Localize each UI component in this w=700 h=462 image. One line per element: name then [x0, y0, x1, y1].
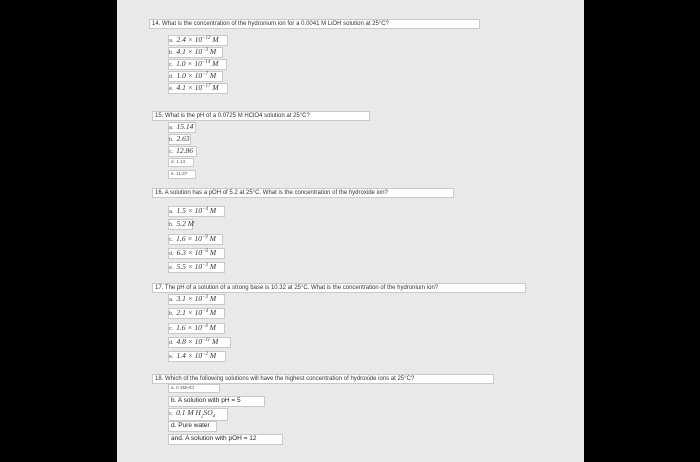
q14-option-e[interactable]: e. $4.1 \times 10^{-17}$ M — [168, 83, 228, 94]
q16-option-d[interactable]: d. $6.3 \times 10^{-6}$ M — [168, 248, 225, 259]
q14-option-a[interactable]: a. $2.4 \times 10^{-12}$ M — [168, 35, 228, 46]
q16-option-b[interactable]: b. 5.2 M — [169, 219, 194, 228]
q15-option-a[interactable]: a. 15.14 — [168, 122, 196, 133]
q18-option-e[interactable]: and. A solution with pOH = 12 — [168, 434, 283, 445]
q15-option-e[interactable]: e. 11.37 — [168, 170, 196, 179]
q17-option-b[interactable]: b. $2.1 \times 10^{-4}$ M — [168, 308, 225, 319]
question-17-prompt: 17. The pH of a solution of a strong base is 10.32 at 25°C. What is the concentration of the hydronium ion? — [152, 283, 526, 293]
q16-option-e[interactable]: e. $5.5 \times 10^{-3}$ M — [168, 262, 225, 273]
q16-option-a[interactable]: a. $1.5 \times 10^{-4}$ M — [168, 206, 225, 217]
question-14-prompt: 14. What is the concentration of the hydronium ion for a 0.0041 M LiOH solution at 25°C? — [149, 19, 480, 29]
q18-option-b[interactable]: b. A solution with pH = 5 — [168, 396, 265, 407]
q15-option-c[interactable]: c. 12.86 — [168, 146, 197, 157]
q16-option-c[interactable]: c. $1.6 \times 10^{-9}$ M — [168, 234, 223, 245]
question-15-prompt: 15. What is the pH of a 0.0725 M HClO4 solution at 25°C? — [152, 111, 370, 121]
question-18-prompt: 18. Which of the following solutions will have the highest concentration of hydroxide ions at 25°C? — [152, 374, 494, 384]
q14-option-d[interactable]: d. $1.0 \times 10^{-7}$ M — [168, 71, 223, 82]
q14-option-c[interactable]: c. $1.0 \times 10^{-14}$ M — [168, 59, 227, 70]
q17-option-e[interactable]: e. $1.4 \times 10^{-2}$ M — [168, 351, 226, 362]
q18-option-d[interactable]: d. Pure water — [168, 421, 217, 432]
q15-option-d[interactable]: d. 1.14 — [168, 158, 194, 167]
q17-option-c[interactable]: c. $1.6 \times 10^{-4}$ M — [168, 323, 225, 334]
q17-option-d[interactable]: d. $4.8 \times 10^{-11}$ M — [168, 337, 231, 348]
q17-option-a[interactable]: a. $3.1 \times 10^{-3}$ M — [168, 294, 225, 305]
question-16-prompt: 16. A solution has a pOH of 5.2 at 25°C. What is the concentration of the hydroxide ion? — [152, 188, 454, 198]
q14-option-b[interactable]: b. $4.1 \times 10^{-3}$ M — [168, 47, 223, 58]
worksheet-page — [117, 0, 584, 462]
q18-option-c[interactable]: c. 0.1 M $H_2SO_4$ — [168, 408, 228, 421]
q18-option-a[interactable]: a. 0.1MHCl — [168, 384, 220, 393]
q15-option-b[interactable]: b. 2.63 — [169, 134, 190, 143]
